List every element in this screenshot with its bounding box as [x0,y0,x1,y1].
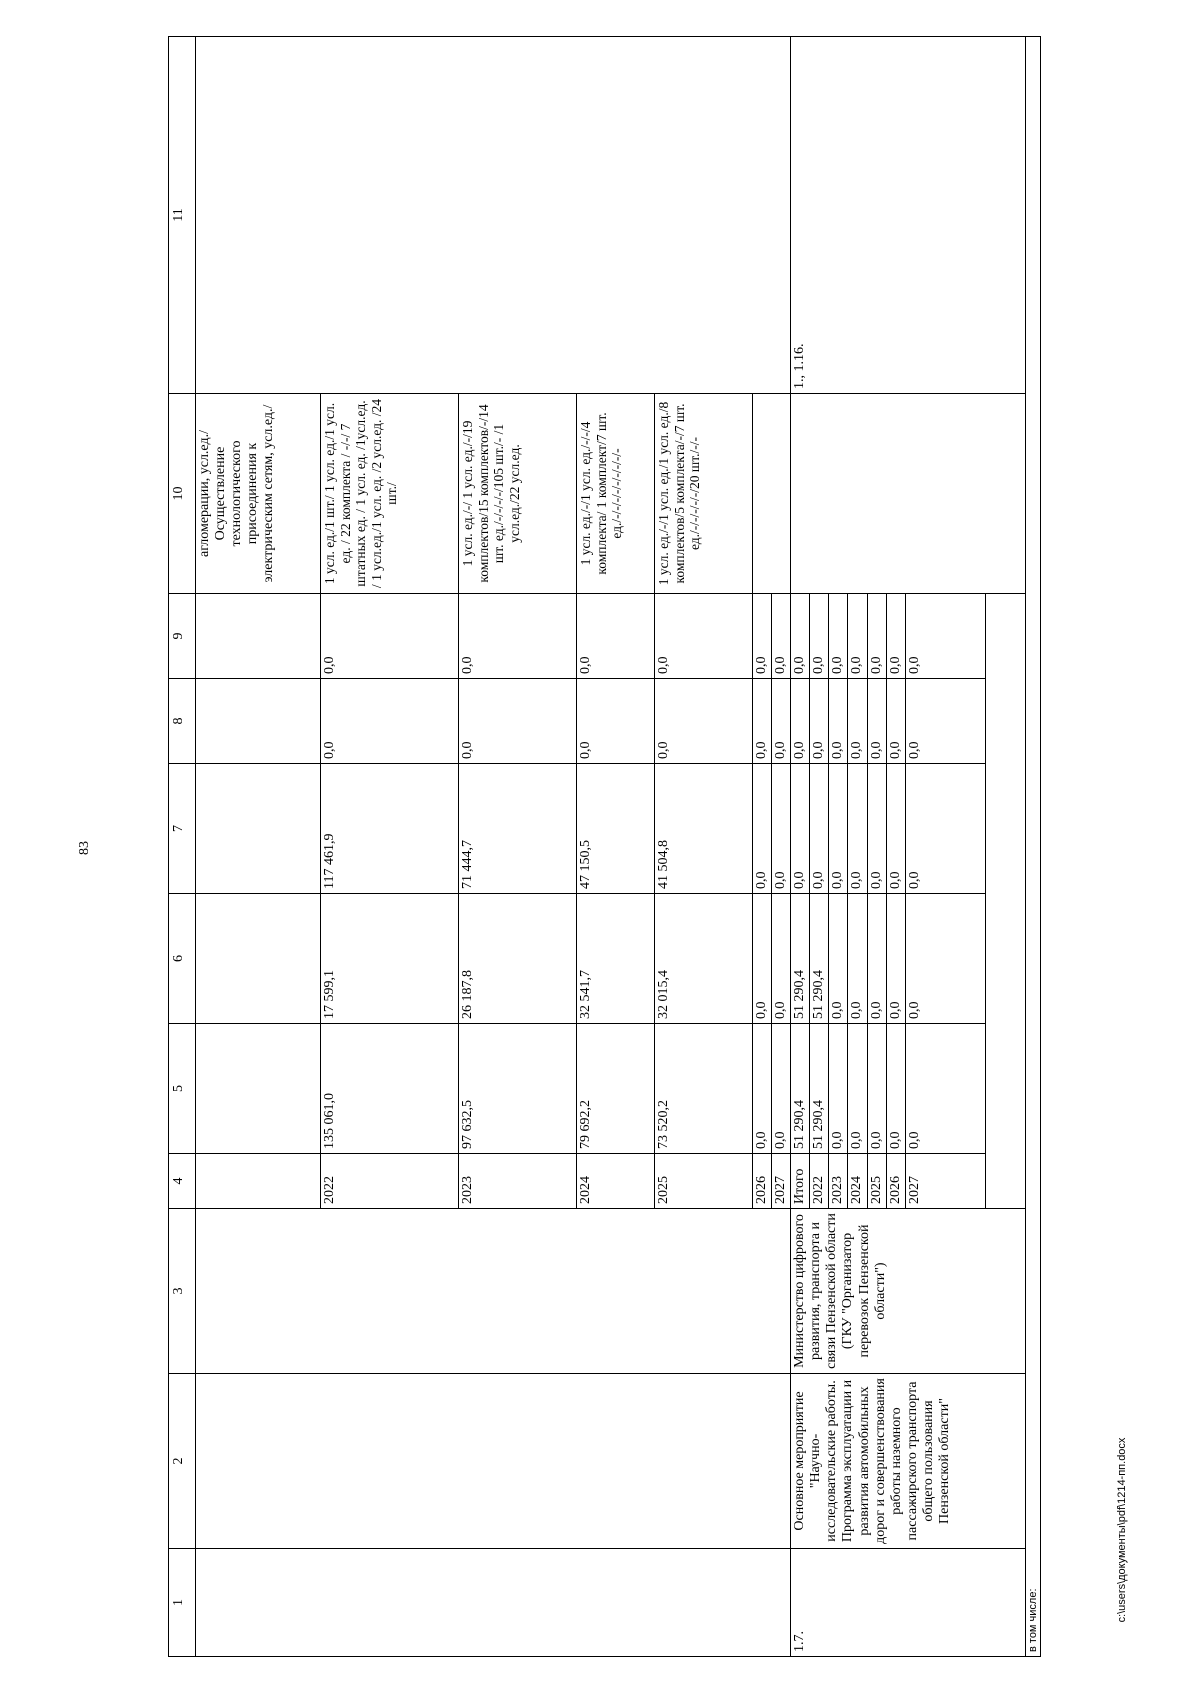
year-cell: 2025 [655,1154,753,1209]
value-cell: 0,0 [753,894,772,1024]
value-cell: 0,0 [905,679,985,764]
header-cell: 7 [169,764,196,894]
value-cell: 0,0 [459,594,577,679]
value-cell: 135 061,0 [321,1024,459,1154]
value-cell: 17 599,1 [321,894,459,1024]
header-cell: 4 [169,1154,196,1209]
value-cell: 32 015,4 [655,894,753,1024]
value-cell: 0,0 [829,894,848,1024]
value-cell: 51 290,4 [810,1024,829,1154]
value-cell: 0,0 [867,594,886,679]
value-cell: 0,0 [905,1024,985,1154]
year-cell: Итого [791,1154,810,1209]
value-cell: 0,0 [772,594,791,679]
cell-col10: 1 усл. ед./-/1 усл. ед./-/-/4 комплекта/ 1 комплект/7 шт. ед./-/-/-/-/-/-/-/-/- [577,394,655,594]
value-cell: 0,0 [829,764,848,894]
indicator-ref: 1., 1.16. [791,37,1026,394]
value-cell: 0,0 [886,594,905,679]
year-cell: 2027 [905,1154,985,1209]
in-total-label: в том числе: [1025,37,1041,1657]
value-cell: 32 541,7 [577,894,655,1024]
value-cell: 0,0 [829,1024,848,1154]
value-cell: 0,0 [867,894,886,1024]
year-cell: 2026 [753,1154,772,1209]
value-cell: 0,0 [753,594,772,679]
value-cell: 51 290,4 [791,894,810,1024]
value-cell: 41 504,8 [655,764,753,894]
table-row [1025,37,1041,1657]
row-number: 1.7. [791,1549,1026,1657]
measure-name: Основное мероприятие "Научно-исследовательские работы. Программа эксплуатации и развития автомобильных дорог и совершенствования работы наземного пассажирского транспорта общего пользования Пензенской области" [791,1374,1026,1549]
value-cell: 0,0 [655,594,753,679]
header-cell: 2 [169,1374,196,1549]
value-cell: 0,0 [867,1024,886,1154]
header-cell: 8 [169,679,196,764]
table-row [196,37,321,1657]
value-cell: 0,0 [321,679,459,764]
footer-file-path: c:\users\документы\pdf\1214-пп.docx [1116,1437,1128,1623]
value-cell: 0,0 [753,679,772,764]
value-cell: 0,0 [577,679,655,764]
value-cell: 0,0 [905,594,985,679]
value-cell: 0,0 [905,764,985,894]
year-cell: 2023 [459,1154,577,1209]
year-cell: 2024 [848,1154,867,1209]
header-cell: 11 [169,37,196,394]
value-cell: 0,0 [848,764,867,894]
value-cell: 47 150,5 [577,764,655,894]
value-cell: 0,0 [886,764,905,894]
value-cell: 51 290,4 [810,894,829,1024]
value-cell: 0,0 [772,764,791,894]
year-cell: 2027 [772,1154,791,1209]
value-cell: 0,0 [867,679,886,764]
value-cell: 0,0 [655,679,753,764]
header-cell: 1 [169,1549,196,1657]
cell-col10: 1 усл. ед./1 шт./ 1 усл. ед./1 усл. ед. / 22 комплекта / -/-/ 7 штатных ед. / 1 усл. ед. /1усл.ед. / 1 усл.ед./1 усл. ед. /2 усл.ед. /24 шт./ [321,394,459,594]
header-cell: 6 [169,894,196,1024]
cell-col10: 1 усл. ед./-/1 усл. ед./1 усл. ед./8 комплектов/5 комплекта/-/7 шт. ед./-/-/-/-/-/20 шт./-/- [655,394,753,594]
value-cell: 0,0 [829,594,848,679]
value-cell: 0,0 [459,679,577,764]
value-cell: 0,0 [577,594,655,679]
value-cell: 0,0 [848,594,867,679]
value-cell: 0,0 [791,679,810,764]
value-cell: 0,0 [810,594,829,679]
value-cell: 0,0 [772,894,791,1024]
value-cell: 117 461,9 [321,764,459,894]
rotated-table-container [168,0,1100,1657]
cell-col10: агломерации, усл.ед./Осуществление технологического присоединения к электрическим сетям, усл.ед./ [196,394,321,594]
value-cell: 0,0 [886,894,905,1024]
header-row [169,37,196,1657]
value-cell: 0,0 [772,1024,791,1154]
header-cell: 10 [169,394,196,594]
value-cell: 0,0 [810,679,829,764]
value-cell: 73 520,2 [655,1024,753,1154]
header-cell: 3 [169,1209,196,1374]
value-cell: 0,0 [829,679,848,764]
value-cell: 0,0 [321,594,459,679]
header-cell: 9 [169,594,196,679]
value-cell: 0,0 [791,764,810,894]
year-cell: 2024 [577,1154,655,1209]
value-cell: 26 187,8 [459,894,577,1024]
header-cell: 5 [169,1024,196,1154]
year-cell: 2022 [810,1154,829,1209]
page-number: 83 [77,841,92,855]
value-cell: 79 692,2 [577,1024,655,1154]
value-cell: 0,0 [848,1024,867,1154]
value-cell: 0,0 [753,764,772,894]
value-cell: 71 444,7 [459,764,577,894]
value-cell: 0,0 [886,1024,905,1154]
value-cell: 0,0 [848,679,867,764]
value-cell: 0,0 [905,894,985,1024]
executor: Министерство цифрового развития, транспорта и связи Пензенской области (ГКУ "Организатор перевозок Пензенской области") [791,1209,1026,1374]
table-row [791,37,810,1657]
program-table [168,36,1041,1657]
value-cell: 51 290,4 [791,1024,810,1154]
year-cell: 2025 [867,1154,886,1209]
value-cell: 0,0 [810,764,829,894]
year-cell: 2023 [829,1154,848,1209]
value-cell: 0,0 [772,679,791,764]
value-cell: 0,0 [848,894,867,1024]
value-cell: 0,0 [867,764,886,894]
value-cell: 97 632,5 [459,1024,577,1154]
year-cell: 2022 [321,1154,459,1209]
value-cell: 0,0 [791,594,810,679]
value-cell: 0,0 [886,679,905,764]
year-cell: 2026 [886,1154,905,1209]
cell-col10: 1 усл. ед./-/ 1 усл. ед./-/19 комплектов/15 комплектов/-/14 шт. ед./-/-/-/-/105 шт./- /1 усл.ед./22 усл.ед. [459,394,577,594]
value-cell: 0,0 [753,1024,772,1154]
